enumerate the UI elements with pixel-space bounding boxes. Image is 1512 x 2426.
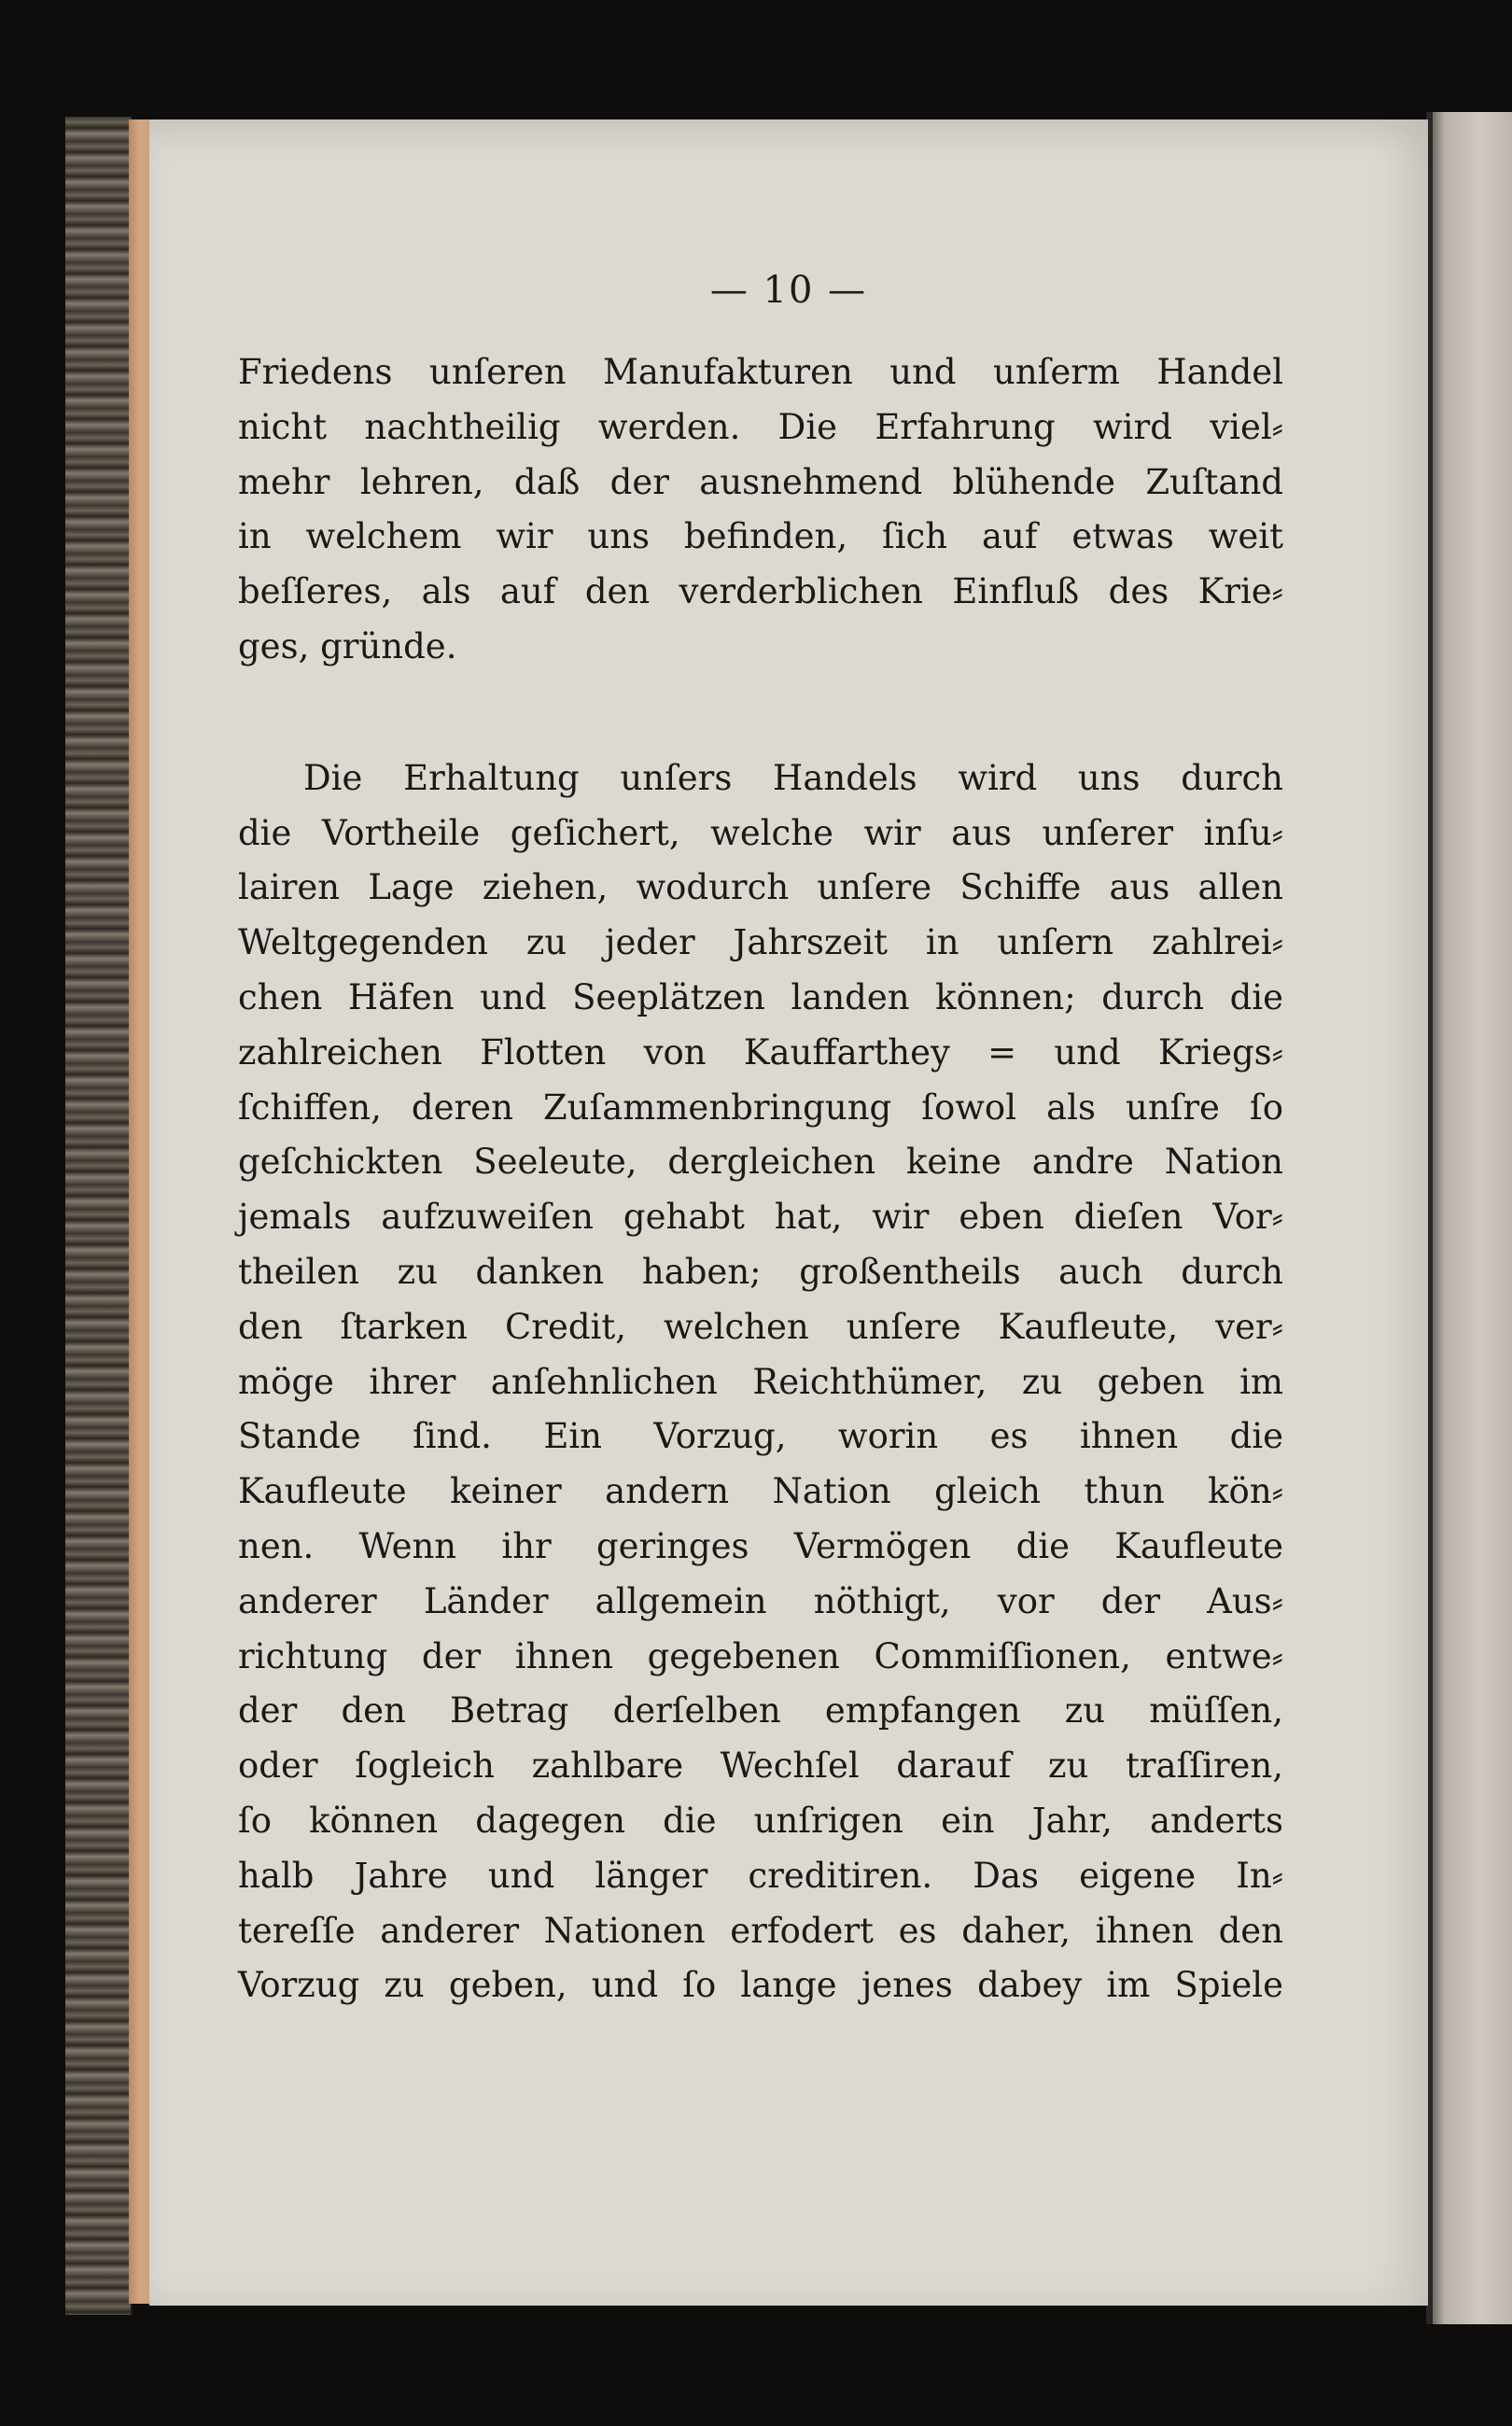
text-line: Stande ſind. Ein Vorzug, worin es ihnen die [238, 1416, 1283, 1457]
text-line: Weltgegenden zu jeder Jahrszeit in unſern zahlrei⸗ [238, 922, 1283, 963]
text-line: ſchiffen, deren Zuſammenbringung ſowol als unſre ſo [238, 1087, 1283, 1128]
text-line: in welchem wir uns befinden, ſich auf etwas weit [238, 516, 1283, 557]
adjacent-page-edge [1433, 112, 1512, 2324]
text-line: tereſſe anderer Nationen erfodert es daher, ihnen den [238, 1910, 1283, 1951]
text-line: lairen Lage ziehen, wodurch unſere Schiffe aus allen [238, 867, 1283, 908]
text-line: die Vortheile geſichert, welche wir aus unſerer inſu⸗ [238, 812, 1283, 853]
text-line: halb Jahre und länger creditiren. Das eigene In⸗ [238, 1855, 1283, 1896]
text-line: Vorzug zu geben, und ſo lange jenes dabey im Spiele [238, 1965, 1283, 2006]
text-line: ſo können dagegen die unſrigen ein Jahr, anderts [238, 1800, 1283, 1841]
text-line: nicht nachtheilig werden. Die Erfahrung wird viel⸗ [238, 406, 1283, 447]
text-line: oder ſogleich zahlbare Wechſel darauf zu traſſiren, [238, 1746, 1283, 1787]
text-line: Friedens unſeren Manufakturen und unſerm Handel [238, 352, 1283, 392]
text-line: anderer Länder allgemein nöthigt, vor der Aus⸗ [238, 1580, 1283, 1621]
text-line: nen. Wenn ihr geringes Vermögen die Kaufleute [238, 1525, 1283, 1566]
text-line: Die Erhaltung unſers Handels wird uns durch [303, 757, 1283, 798]
text-line: beſſeres, als auf den verderblichen Einfluß des Krie⸗ [238, 571, 1283, 612]
text-line: ges, gründe. [238, 625, 457, 666]
paragraph-2 [238, 751, 1283, 2013]
text-line: jemals aufzuweiſen gehabt hat, wir eben dieſen Vor⸗ [238, 1197, 1283, 1238]
page-number: — 10 — [709, 269, 868, 312]
paragraph-1 [238, 345, 1283, 675]
text-line: geſchickten Seeleute, dergleichen keine andre Nation [238, 1142, 1283, 1183]
text-line: den ſtarken Credit, welchen unſere Kaufleute, ver⸗ [238, 1306, 1283, 1347]
text-line: mehr lehren, daß der ausnehmend blühende Zuſtand [238, 461, 1283, 502]
book-binding [65, 117, 133, 2315]
page-text-block [238, 345, 1283, 2013]
text-line: zahlreichen Flotten von Kauffarthey = und Kriegs⸗ [238, 1031, 1283, 1073]
paragraph-gap [238, 675, 1283, 751]
text-line: theilen zu danken haben; großentheils auch durch [238, 1251, 1283, 1292]
text-line: möge ihrer anſehnlichen Reichthümer, zu geben im [238, 1361, 1283, 1402]
text-line: Kaufleute keiner andern Nation gleich thun kön⸗ [238, 1471, 1283, 1512]
text-line: richtung der ihnen gegebenen Commiſſionen, entwe⸗ [238, 1635, 1283, 1676]
text-line: chen Häfen und Seeplätzen landen können; durch die [238, 976, 1283, 1017]
text-line: der den Betrag derſelben empfangen zu müſſen, [238, 1690, 1283, 1732]
